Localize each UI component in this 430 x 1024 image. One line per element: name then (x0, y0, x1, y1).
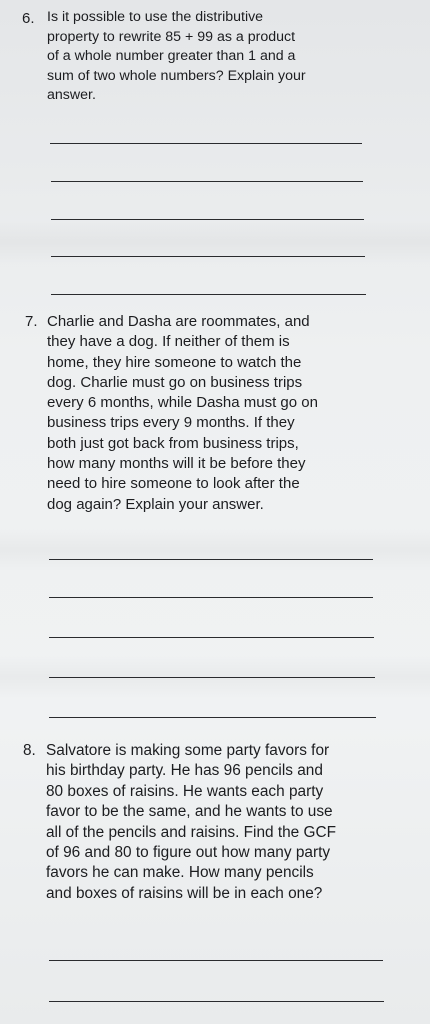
question-text: Charlie and Dasha are roommates, and they have a dog. If neither of them is home, they hire someone to watch the dog. Charlie must go on business trips every 6 months, while Dasha must go on business trips every 9 months. If they both just got back from business trips, how many months will it be before they need to hire someone to look after the dog again? Explain your answer. (47, 313, 318, 513)
answer-line[interactable] (49, 677, 375, 678)
answer-line[interactable] (51, 256, 365, 257)
answer-line[interactable] (49, 559, 373, 560)
answer-line[interactable] (49, 960, 383, 961)
question-number: 7. (25, 313, 38, 330)
answer-line[interactable] (49, 597, 373, 598)
answer-line[interactable] (50, 143, 362, 144)
answer-line[interactable] (51, 294, 366, 295)
answer-line[interactable] (49, 1001, 384, 1002)
bleed-through-shadow (0, 528, 430, 572)
answer-line[interactable] (49, 637, 374, 638)
bleed-through-shadow (0, 220, 430, 264)
question-text: Salvatore is making some party favors for his birthday party. He has 96 pencils and 80 boxes of raisins. He wants each party favor to be the same, and he wants to use all of the pencils and raisins. Find the GCF of 96 and 80 to figure out how many party favors he can make. How many pencils and boxes of raisins will be in each one? (46, 742, 336, 902)
answer-line[interactable] (51, 181, 363, 182)
question-number: 8. (23, 742, 36, 759)
question-number: 6. (22, 10, 35, 27)
question-text: Is it possible to use the distributive property to rewrite 85 + 99 as a product of a whole number greater than 1 and a sum of two whole numbers? Explain your answer. (47, 9, 306, 104)
answer-line[interactable] (49, 717, 376, 718)
answer-line[interactable] (51, 219, 364, 220)
